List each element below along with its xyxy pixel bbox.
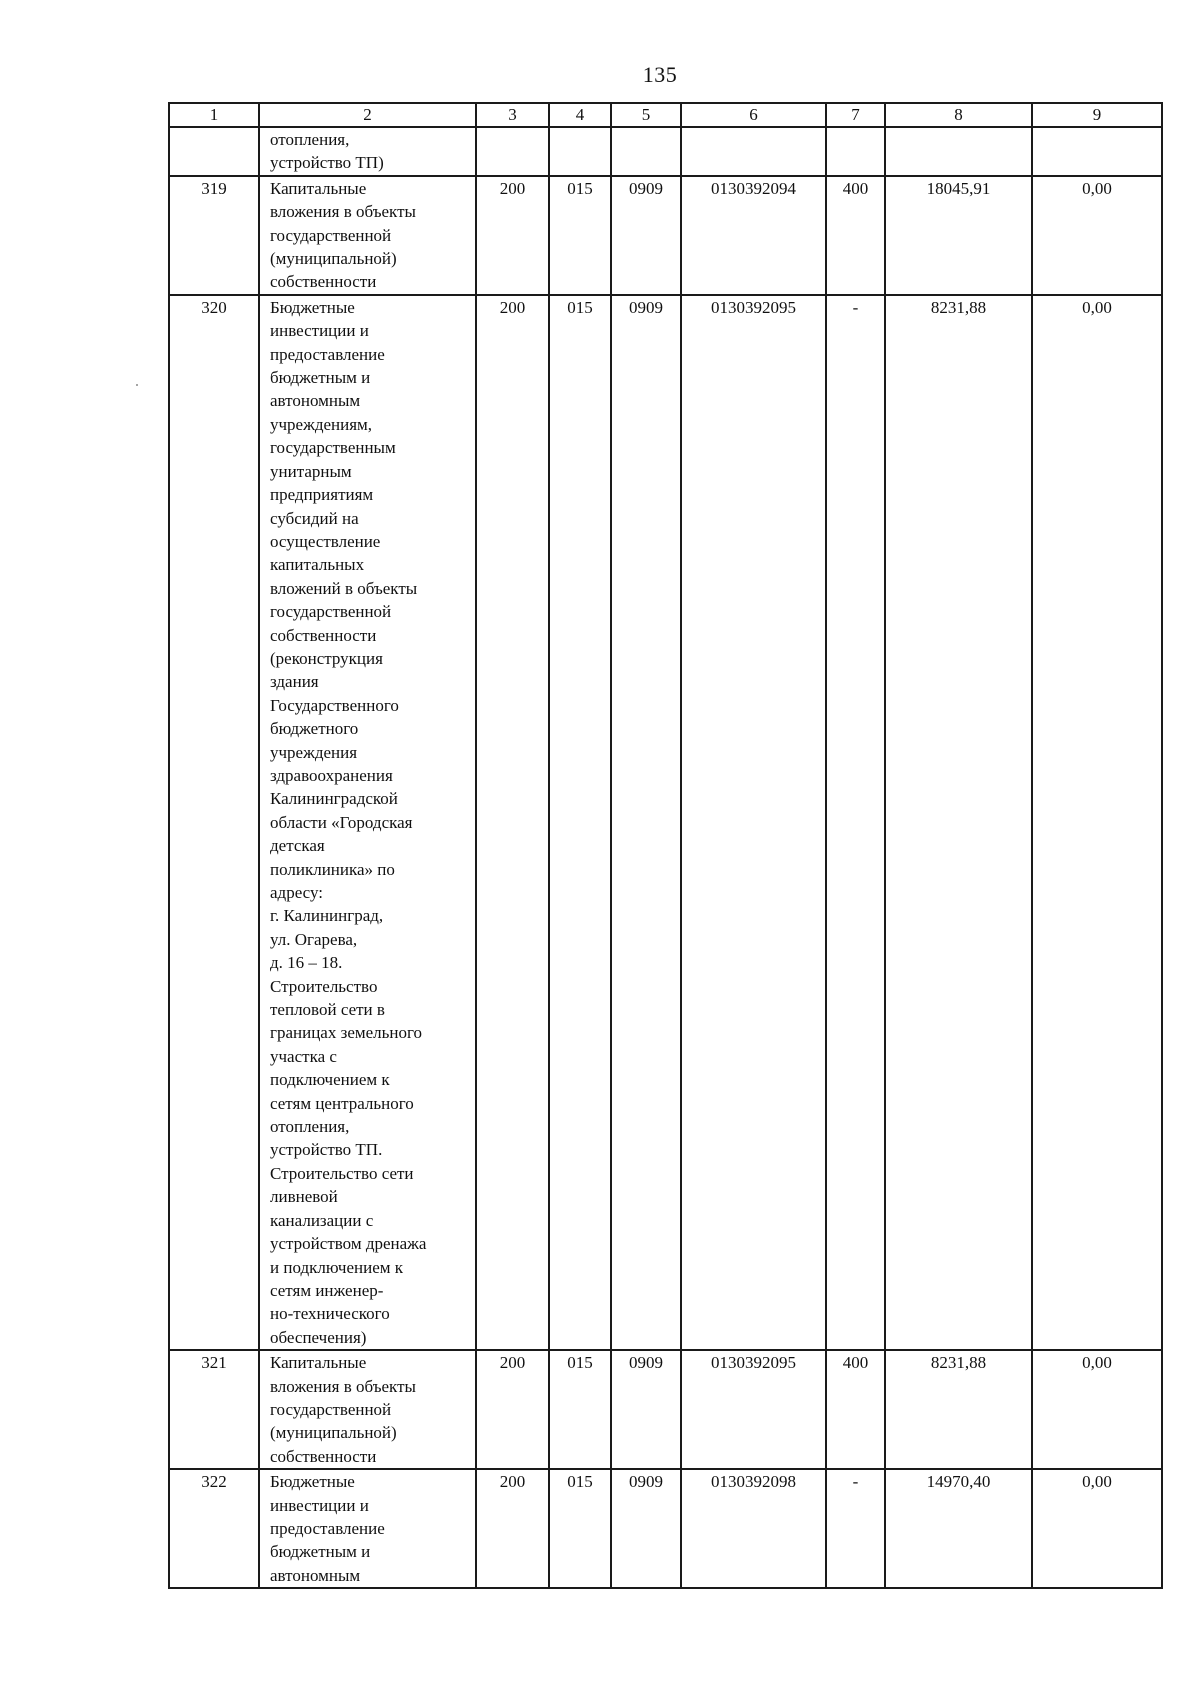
description-line: здания — [270, 672, 319, 692]
section-code-cell — [611, 127, 681, 176]
expense-type-cell: - — [826, 295, 885, 1350]
description-cell — [259, 127, 476, 176]
expense-type-cell: - — [826, 1469, 885, 1588]
ministry-code-cell: 015 — [549, 1350, 611, 1469]
description-line: предприятиям — [270, 485, 374, 505]
admin-code-cell: 200 — [476, 295, 549, 1350]
description-line: и подключением к — [270, 1257, 404, 1277]
row-number-cell — [169, 127, 259, 176]
description-line: Капитальные — [270, 178, 367, 198]
description-line: собственности — [270, 625, 377, 645]
description-cell — [259, 1350, 476, 1469]
description-line: бюджетным и — [270, 368, 371, 388]
ministry-code-cell — [549, 127, 611, 176]
row-number-cell: 322 — [169, 1469, 259, 1588]
admin-code-cell: 200 — [476, 176, 549, 295]
description-line: сетям центрального — [270, 1093, 414, 1113]
description-line: подключением к — [270, 1070, 390, 1090]
column-header: 5 — [611, 103, 681, 127]
column-header: 1 — [169, 103, 259, 127]
description-line: но-технического — [270, 1304, 390, 1324]
table-row — [169, 1469, 1162, 1588]
table-row — [169, 295, 1162, 1350]
description-line: собственности — [270, 272, 377, 292]
description-line: бюджетным и — [270, 1542, 371, 1562]
section-code-cell: 0909 — [611, 176, 681, 295]
description-line: здравоохранения — [270, 765, 393, 785]
amount-secondary-cell: 0,00 — [1032, 1350, 1162, 1469]
description-line: государственной — [270, 602, 392, 622]
column-header: 3 — [476, 103, 549, 127]
budget-table — [168, 102, 1163, 1589]
description-line: инвестиции и — [270, 1495, 369, 1515]
table-row — [169, 1350, 1162, 1469]
description-line: государственной — [270, 225, 392, 245]
scan-speck — [136, 384, 138, 386]
column-header: 6 — [681, 103, 826, 127]
admin-code-cell: 200 — [476, 1469, 549, 1588]
section-code-cell: 0909 — [611, 1469, 681, 1588]
amount-secondary-cell — [1032, 127, 1162, 176]
expense-type-cell — [826, 127, 885, 176]
table-row — [169, 176, 1162, 295]
column-header: 2 — [259, 103, 476, 127]
description-line: инвестиции и — [270, 321, 369, 341]
description-line: ливневой — [270, 1187, 338, 1207]
description-line: Строительство сети — [270, 1163, 414, 1183]
target-article-cell: 0130392095 — [681, 295, 826, 1350]
description-line: устройство ТП. — [270, 1140, 383, 1160]
description-line: обеспечения) — [270, 1327, 367, 1347]
description-line: области «Городская — [270, 812, 413, 832]
description-line: государственной — [270, 1399, 392, 1419]
column-header: 4 — [549, 103, 611, 127]
description-line: предоставление — [270, 1518, 385, 1538]
target-article-cell: 0130392095 — [681, 1350, 826, 1469]
description-line: устройство ТП) — [270, 153, 384, 173]
description-line: сетям инженер- — [270, 1280, 384, 1300]
description-line: учреждениям, — [270, 414, 373, 434]
description-line: вложения в объекты — [270, 1376, 416, 1396]
description-line: (муниципальной) — [270, 1423, 397, 1443]
description-line: (реконструкция — [270, 648, 383, 668]
page-number: 135 — [642, 62, 678, 87]
description-line: государственным — [270, 438, 396, 458]
row-number-cell: 320 — [169, 295, 259, 1350]
table-body — [169, 127, 1162, 1588]
section-code-cell: 0909 — [611, 295, 681, 1350]
description-cell — [259, 295, 476, 1350]
description-line: д. 16 – 18. — [270, 953, 343, 973]
description-line: ул. Огарева, — [270, 929, 358, 949]
column-header: 7 — [826, 103, 885, 127]
description-line: унитарным — [270, 461, 352, 481]
admin-code-cell — [476, 127, 549, 176]
header-row — [169, 103, 1162, 127]
column-header: 9 — [1032, 103, 1162, 127]
description-line: Государственного — [270, 695, 399, 715]
description-line: автономным — [270, 1565, 361, 1585]
description-cell — [259, 176, 476, 295]
description-cell — [259, 1469, 476, 1588]
amount-secondary-cell: 0,00 — [1032, 1469, 1162, 1588]
row-number-cell: 321 — [169, 1350, 259, 1469]
description-line: собственности — [270, 1446, 377, 1466]
description-line: устройством дренажа — [270, 1234, 427, 1254]
description-line: Калининградской — [270, 789, 398, 809]
description-line: г. Калининград, — [270, 906, 384, 926]
ministry-code-cell: 015 — [549, 176, 611, 295]
description-line: капитальных — [270, 555, 365, 575]
description-line: участка с — [270, 1046, 337, 1066]
description-line: Бюджетные — [270, 1472, 355, 1492]
amount-cell — [885, 127, 1032, 176]
description-line: отопления, — [270, 1117, 350, 1137]
amount-cell: 18045,91 — [885, 176, 1032, 295]
amount-secondary-cell: 0,00 — [1032, 176, 1162, 295]
description-line: отопления, — [270, 130, 350, 149]
description-line: канализации с — [270, 1210, 374, 1230]
target-article-cell: 0130392094 — [681, 176, 826, 295]
description-line: Капитальные — [270, 1353, 367, 1373]
amount-cell: 14970,40 — [885, 1469, 1032, 1588]
description-line: вложений в объекты — [270, 578, 418, 598]
description-line: (муниципальной) — [270, 249, 397, 269]
description-line: предоставление — [270, 344, 385, 364]
description-line: поликлиника» по — [270, 859, 395, 879]
description-line: автономным — [270, 391, 361, 411]
section-code-cell: 0909 — [611, 1350, 681, 1469]
description-line: тепловой сети в — [270, 1000, 385, 1020]
description-line: адресу: — [270, 883, 323, 902]
description-line: осуществление — [270, 531, 381, 551]
target-article-cell — [681, 127, 826, 176]
row-number-cell: 319 — [169, 176, 259, 295]
table-row — [169, 127, 1162, 176]
description-line: субсидий на — [270, 508, 359, 528]
description-line: детская — [270, 836, 325, 856]
amount-cell: 8231,88 — [885, 1350, 1032, 1469]
description-line: Строительство — [270, 976, 378, 996]
target-article-cell: 0130392098 — [681, 1469, 826, 1588]
description-line: Бюджетные — [270, 297, 355, 317]
description-line: границах земельного — [270, 1023, 423, 1043]
description-line: вложения в объекты — [270, 202, 416, 222]
column-header: 8 — [885, 103, 1032, 127]
amount-secondary-cell: 0,00 — [1032, 295, 1162, 1350]
description-line: учреждения — [270, 742, 358, 762]
admin-code-cell: 200 — [476, 1350, 549, 1469]
description-line: бюджетного — [270, 719, 359, 739]
amount-cell: 8231,88 — [885, 295, 1032, 1350]
ministry-code-cell: 015 — [549, 1469, 611, 1588]
ministry-code-cell: 015 — [549, 295, 611, 1350]
expense-type-cell: 400 — [826, 1350, 885, 1469]
expense-type-cell: 400 — [826, 176, 885, 295]
